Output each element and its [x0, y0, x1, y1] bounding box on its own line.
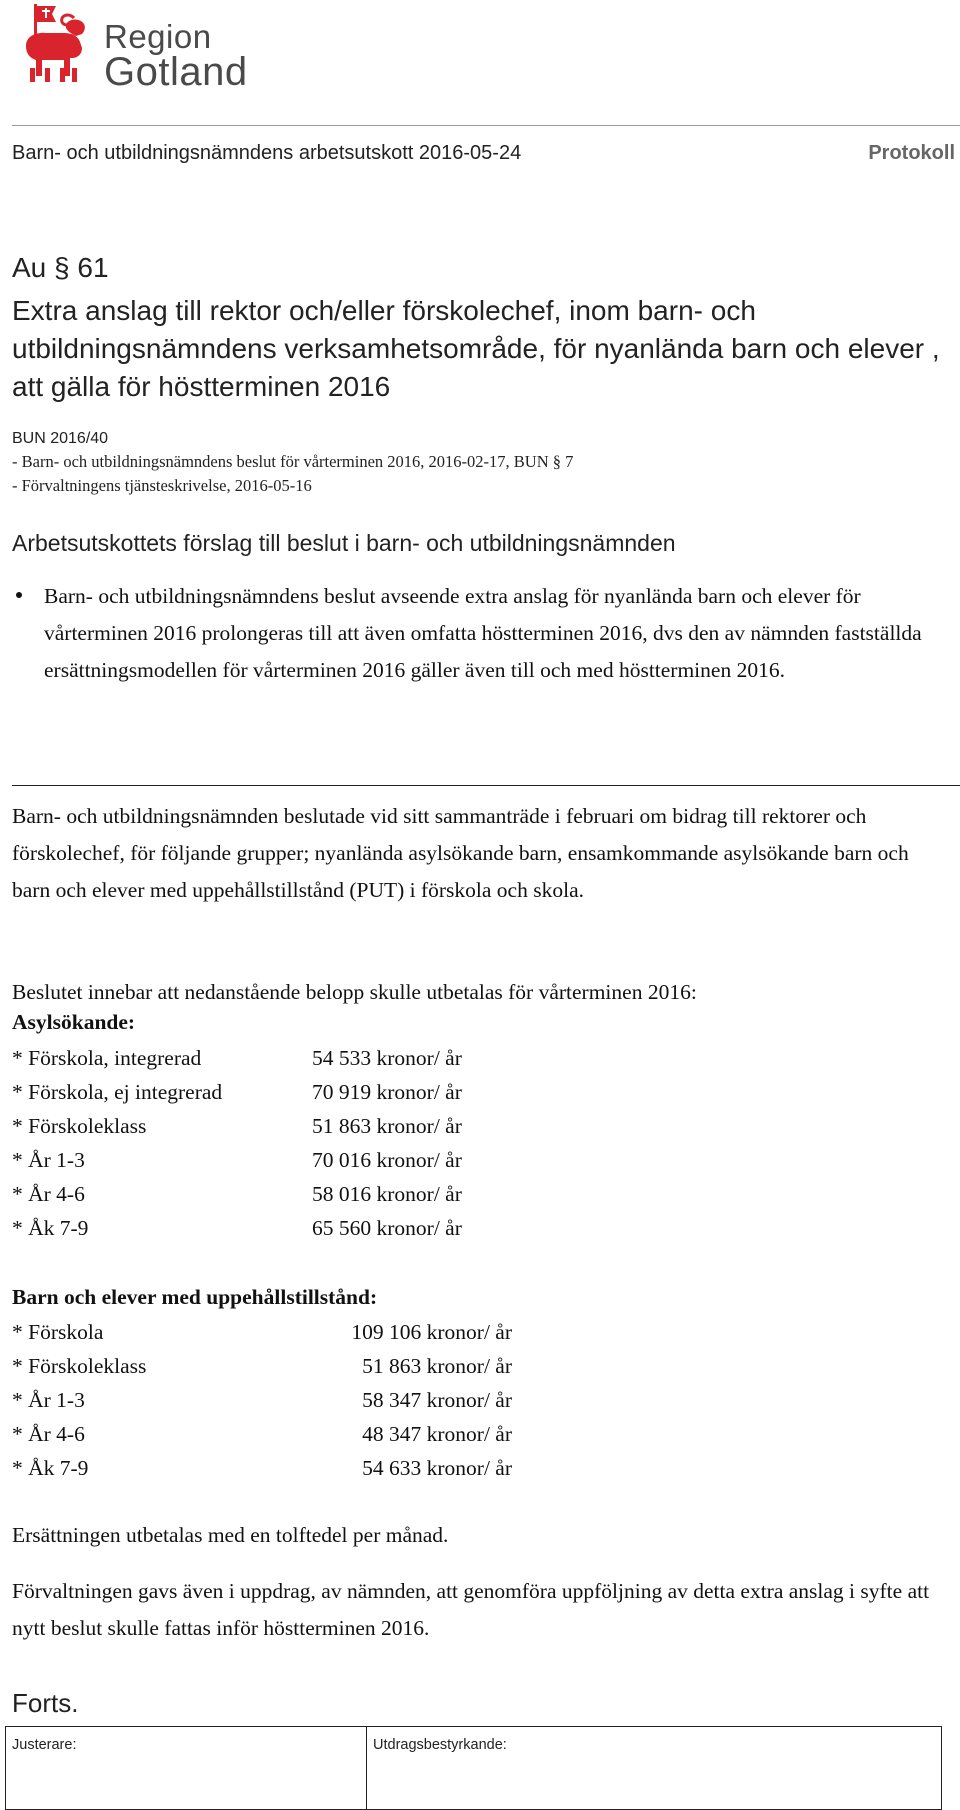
- row-value: 109 106 kronor/ år: [351, 1320, 512, 1344]
- row-label: * Förskola, ej integrerad: [12, 1080, 223, 1104]
- row-value: 70 016 kronor/ år: [312, 1148, 462, 1172]
- body-paragraph: Beslutet innebar att nedanstående belopp skulle utbetalas för vårterminen 2016:: [12, 980, 697, 1004]
- row-value: 58 347 kronor/ år: [362, 1388, 512, 1412]
- case-id: BUN 2016/40: [12, 430, 109, 447]
- continued-label: Forts.: [12, 1688, 79, 1718]
- utdrag-label: Utdragsbestyrkande:: [373, 1737, 507, 1753]
- region-gotland-logo: [12, 2, 252, 94]
- utdrag-field: [367, 1727, 941, 1809]
- justerare-label: Justerare:: [12, 1737, 77, 1753]
- body-paragraph: Förvaltningen gavs även i uppdrag, av nämnden, att genomföra uppföljning av detta extra anslag i syfte att nytt beslut skulle fattas inför höstterminen 2016.: [12, 1579, 930, 1640]
- reference-item: - Förvaltningens tjänsteskrivelse, 2016-05-16: [12, 476, 312, 495]
- row-value: 51 863 kronor/ år: [362, 1354, 512, 1378]
- section-divider: [12, 785, 960, 786]
- signature-box: [5, 1726, 942, 1810]
- document-type: Protokoll: [868, 142, 955, 164]
- row-label: * År 4-6: [12, 1182, 85, 1206]
- row-label: * Förskoleklass: [12, 1114, 147, 1138]
- header-title: Barn- och utbildningsnämndens arbetsutskott 2016-05-24: [12, 142, 522, 164]
- bullet-icon: [16, 592, 22, 598]
- row-value: 54 533 kronor/ år: [312, 1046, 462, 1070]
- body-paragraph: Barn- och utbildningsnämnden beslutade vid sitt sammanträde i februari om bidrag till rektorer och förskolechef, för följande grupper; nyanlända asylsökande barn, ensamkommande asylsökande barn och barn och elever med uppehållstillstånd (PUT) i förskola och skola.: [12, 804, 909, 902]
- row-label: * Förskoleklass: [12, 1354, 147, 1378]
- row-label: * År 1-3: [12, 1148, 85, 1172]
- paragraph-number: Au § 61: [12, 252, 109, 283]
- justerare-field: [6, 1727, 367, 1809]
- put-heading: Barn och elever med uppehållstillstånd:: [12, 1285, 378, 1309]
- row-label: * År 1-3: [12, 1388, 85, 1412]
- row-label: * Åk 7-9: [12, 1216, 89, 1240]
- row-value: 70 919 kronor/ år: [312, 1080, 462, 1104]
- row-label: * Åk 7-9: [12, 1456, 89, 1480]
- row-value: 48 347 kronor/ år: [362, 1422, 512, 1446]
- asyl-heading: Asylsökande:: [12, 1010, 136, 1034]
- row-value: 65 560 kronor/ år: [312, 1216, 462, 1240]
- reference-list: [12, 450, 573, 498]
- row-value: 54 633 kronor/ år: [362, 1456, 512, 1480]
- proposal-heading: Arbetsutskottets förslag till beslut i barn- och utbildningsnämnden: [12, 530, 676, 556]
- header-rule: [12, 125, 960, 126]
- reference-item: - Barn- och utbildningsnämndens beslut för vårterminen 2016, 2016-02-17, BUN § 7: [12, 452, 574, 471]
- body-paragraph: Ersättningen utbetalas med en tolftedel per månad.: [12, 1523, 449, 1547]
- ram-icon: [12, 2, 92, 86]
- logo-text-gotland: Gotland: [104, 50, 248, 94]
- row-label: * Förskola: [12, 1320, 104, 1344]
- row-label: * År 4-6: [12, 1422, 85, 1446]
- logo-text-region: Region: [104, 18, 212, 55]
- row-value: 58 016 kronor/ år: [312, 1182, 462, 1206]
- section-title: Extra anslag till rektor och/eller förskolechef, inom barn- och utbildningsnämndens verksamhetsområde, för nyanlända barn och elever , att gälla för höstterminen 2016: [12, 295, 940, 402]
- proposal-bullet-text: Barn- och utbildningsnämndens beslut avseende extra anslag för nyanlända barn och elever för vårterminen 2016 prolongeras till att även omfatta höstterminen 2016, dvs den av nämnden fastställda ersättningsmodellen för vårterminen 2016 gäller även till och med höstterminen 2016.: [44, 584, 922, 682]
- row-value: 51 863 kronor/ år: [312, 1114, 462, 1138]
- row-label: * Förskola, integrerad: [12, 1046, 202, 1070]
